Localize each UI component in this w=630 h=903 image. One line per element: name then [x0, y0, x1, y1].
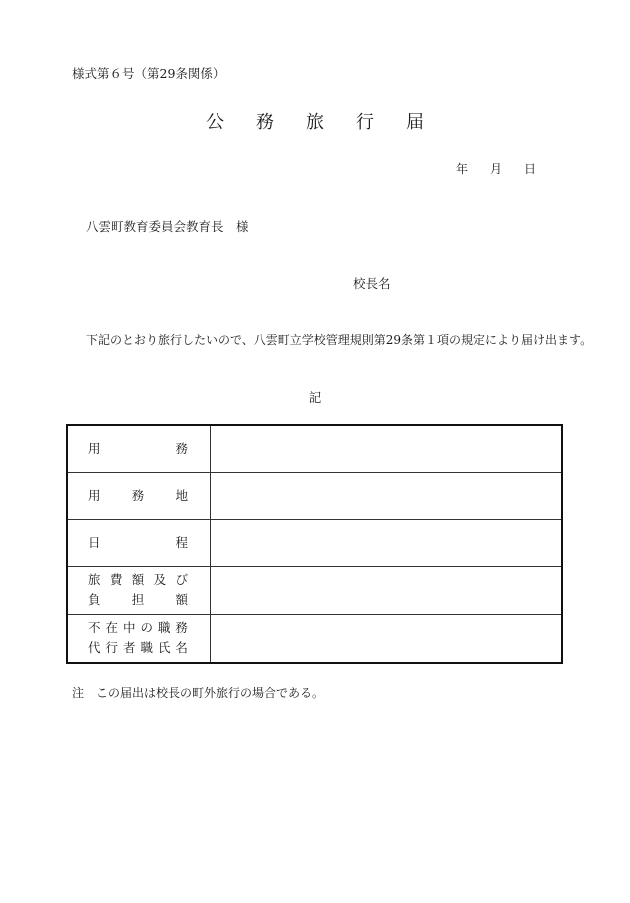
- table-row: [67, 425, 562, 472]
- row-label-char: 旅: [88, 572, 101, 587]
- row-label: [67, 425, 211, 472]
- row-label-char: 日: [88, 534, 101, 550]
- principal-name-label: 校長名: [353, 276, 391, 291]
- date-line: [456, 160, 536, 177]
- row-label-char: 職: [140, 640, 153, 656]
- row-label-char: 務: [175, 440, 188, 456]
- row-label: [67, 566, 211, 614]
- form-number: 様式第６号（第29条関係）: [72, 66, 226, 81]
- title-char: 公: [206, 112, 224, 133]
- row-label-line: [68, 533, 210, 553]
- row-value-field[interactable]: [211, 566, 563, 614]
- row-label-char: 者: [122, 640, 136, 656]
- row-value-field[interactable]: [211, 519, 563, 566]
- row-label-char: 費: [109, 572, 123, 587]
- title-char: 届: [406, 112, 424, 133]
- row-label-char: 額: [131, 572, 145, 587]
- row-label-char: 職: [157, 620, 171, 636]
- row-label-line: [68, 590, 210, 610]
- row-value-field[interactable]: [211, 472, 563, 519]
- row-label-line: [68, 638, 210, 658]
- row-label-char: び: [175, 572, 188, 587]
- row-label-char: 在: [105, 620, 118, 636]
- row-value-field[interactable]: [211, 614, 563, 663]
- row-label-char: 中: [122, 620, 136, 636]
- row-label-line: [68, 439, 210, 459]
- row-label-char: の: [140, 620, 153, 636]
- body-text: 下記のとおり旅行したいので、八雲町立学校管理規則第29条第１項の規定により届け出ます。: [86, 333, 593, 347]
- row-label-char: 担: [131, 592, 145, 607]
- row-label-char: 額: [175, 592, 188, 607]
- title-char: 旅: [306, 112, 324, 133]
- row-label-char: 務: [131, 487, 145, 503]
- row-label-char: 不: [88, 620, 101, 636]
- details-table: [66, 424, 563, 664]
- row-label-char: 行: [105, 640, 118, 656]
- row-label-char: 地: [175, 487, 188, 503]
- table-row: [67, 566, 562, 614]
- row-label: [67, 472, 211, 519]
- document-title: [0, 108, 630, 134]
- table-row: [67, 472, 562, 519]
- table-row: [67, 519, 562, 566]
- row-label: [67, 614, 211, 663]
- date-day: 日: [524, 162, 537, 176]
- table-row: [67, 614, 562, 663]
- row-label-char: 名: [175, 640, 188, 656]
- row-label-line: [68, 486, 210, 506]
- title-char: 務: [256, 112, 274, 133]
- title-char: 行: [356, 112, 374, 133]
- row-value-field[interactable]: [211, 425, 563, 472]
- row-label-line: [68, 570, 210, 590]
- row-label-char: 及: [153, 572, 167, 587]
- row-label-char: 用: [88, 440, 101, 456]
- footnote: 注 この届出は校長の町外旅行の場合である。: [72, 686, 325, 700]
- row-label-char: 負: [88, 592, 101, 607]
- row-label-char: 用: [88, 487, 101, 503]
- row-label-char: 氏: [157, 640, 171, 656]
- ki-heading: 記: [308, 390, 322, 405]
- row-label-line: [68, 618, 210, 638]
- row-label-char: 務: [175, 620, 188, 636]
- row-label-char: 程: [175, 534, 188, 550]
- date-year: 年: [456, 162, 469, 176]
- addressee: 八雲町教育委員会教育長 様: [86, 219, 249, 234]
- row-label-char: 代: [88, 640, 101, 656]
- date-month: 月: [490, 162, 503, 176]
- row-label: [67, 519, 211, 566]
